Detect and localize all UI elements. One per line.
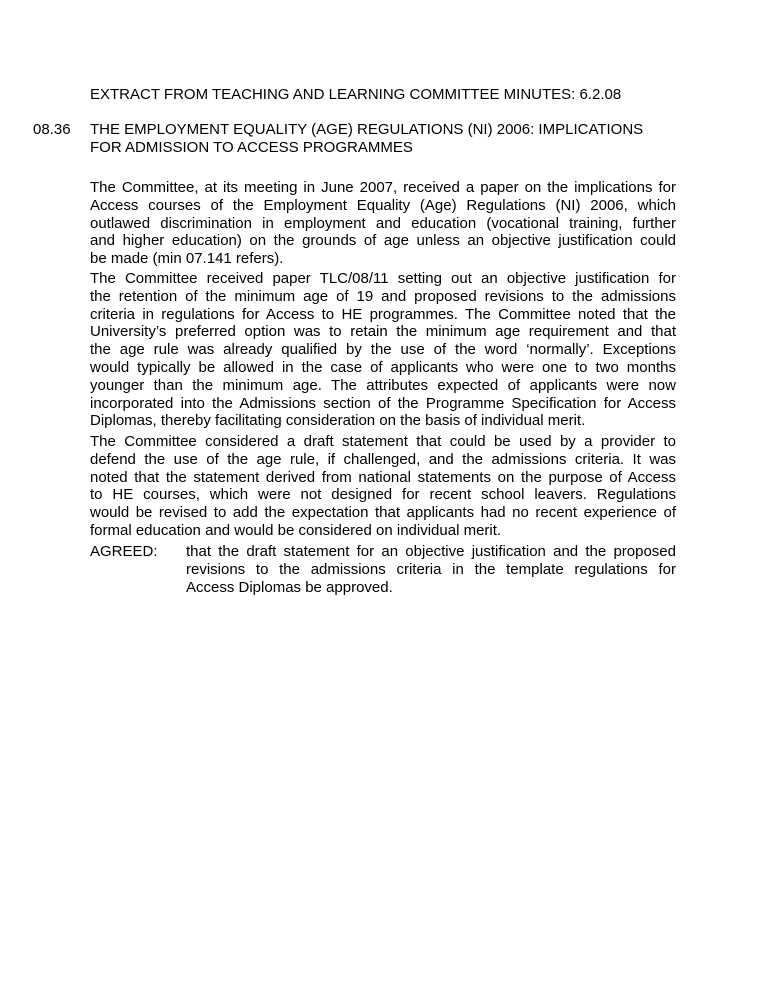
resolution-label: AGREED: bbox=[90, 543, 158, 560]
extract-title: EXTRACT FROM TEACHING AND LEARNING COMMITTEE MINUTES: 6.2.08 bbox=[90, 86, 622, 103]
paragraph-line: be made (min 07.141 refers). bbox=[90, 250, 284, 268]
paragraph-line: criteria in regulations for Access to HE programmes. The Committee noted that the bbox=[90, 305, 676, 323]
paragraph-line: The Committee considered a draft statement that could be used by a provider to bbox=[90, 433, 676, 450]
paragraph-line: formal education and would be considered on individual merit. bbox=[90, 521, 502, 539]
paragraph-line: younger than the minimum age. The attributes expected of applicants were now bbox=[90, 376, 676, 394]
paragraph-line: and higher education) on the grounds of age unless an objective justification could bbox=[90, 232, 676, 250]
paragraph-line: The Committee received paper TLC/08/11 setting out an objective justification for bbox=[90, 270, 676, 287]
resolution-text bbox=[186, 543, 676, 596]
paragraph-line: University’s preferred option was to retain the minimum age requirement and that bbox=[90, 323, 676, 341]
paragraph-line: outlawed discrimination in employment and education (vocational training, further bbox=[90, 214, 676, 232]
paragraph-line: noted that the statement derived from national statements on the purpose of Access bbox=[90, 468, 676, 486]
paragraph-background bbox=[90, 179, 676, 268]
heading-line: FOR ADMISSION TO ACCESS PROGRAMMES bbox=[90, 138, 413, 156]
heading-line: THE EMPLOYMENT EQUALITY (AGE) REGULATIONS (NI) 2006: IMPLICATIONS bbox=[90, 121, 644, 138]
paragraph-line: Diplomas, thereby facilitating consideration on the basis of individual merit. bbox=[90, 412, 586, 430]
paragraph-line: would typically be allowed in the case of applicants who were one to two months bbox=[90, 358, 676, 376]
paragraph-line: The Committee, at its meeting in June 2007, received a paper on the implications for bbox=[90, 179, 676, 196]
minute-item-number: 08.36 bbox=[33, 121, 71, 138]
paragraph-line: the retention of the minimum age of 19 and proposed revisions to the admissions bbox=[90, 287, 676, 305]
resolution-line: Access Diplomas be approved. bbox=[186, 578, 393, 596]
paragraph-draft-statement bbox=[90, 433, 676, 540]
paragraph-line: Access courses of the Employment Equality (Age) Regulations (NI) 2006, which bbox=[90, 196, 676, 214]
paragraph-line: would be revised to add the expectation that applicants had no recent experience of bbox=[90, 504, 676, 522]
paragraph-line: the age rule was already qualified by the use of the word ‘normally’. Exceptions bbox=[90, 341, 676, 359]
paragraph-paper-received bbox=[90, 270, 676, 430]
minute-item-heading bbox=[90, 121, 690, 157]
resolution-line: revisions to the admissions criteria in the template regulations for bbox=[186, 560, 676, 578]
paragraph-line: defend the use of the age rule, if challenged, and the admissions criteria. It was bbox=[90, 450, 676, 468]
paragraph-line: to HE courses, which were not designed for recent school leavers. Regulations bbox=[90, 486, 676, 504]
paragraph-line: incorporated into the Admissions section of the Programme Specification for Access bbox=[90, 394, 676, 412]
resolution-line: that the draft statement for an objective justification and the proposed bbox=[186, 543, 676, 560]
